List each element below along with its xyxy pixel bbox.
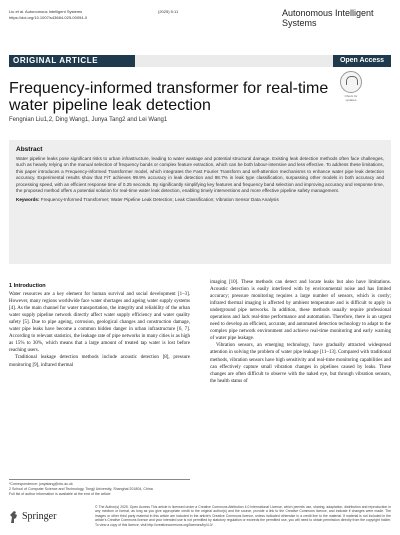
header-citation-block <box>9 9 87 21</box>
open-access-label: Open Access <box>333 55 391 67</box>
header-pages: (2025) 5:11 <box>158 9 179 14</box>
intro-paragraph-3: imaging [10]. These methods can detect and locate leaks but also have limitations. Acoustic detection is easily interfered with by environmental noise and has limited accuracy; pressure monitoring requires a large number of sensors, which is costly; infrared thermal imaging is affected by ambient temperature and is difficult to apply in underground pipe networks. In addition, these methods usually require professional operations and lack real-time performance and automation. Therefore, there is an urgent need to develop an efficient, accurate, and automated detection technology to adapt to the complex pipe network environment and achieve real-time monitoring and early warning of water pipe leakage. <box>210 280 391 342</box>
publisher-name: Springer <box>22 511 57 522</box>
keywords-label: Keywords: <box>16 197 40 203</box>
article-type-label: ORIGINAL ARTICLE <box>9 55 135 67</box>
header-doi-link[interactable]: https://doi.org/10.1007/s43684-025-00094-0 <box>9 15 88 20</box>
affiliation-note: 2 School of Computer Science and Technology, Tongji University, Shanghai 201804, China <box>9 487 153 491</box>
correspondence-note[interactable]: *Correspondence: junyatang@ntu.ac.uk <box>9 482 73 486</box>
abstract-heading: Abstract <box>16 146 43 153</box>
keywords-line <box>16 197 384 203</box>
intro-paragraph-1: Water resources are a key element for human survival and social development [1–3]. However, many regions worldwide face water shortages and ageing water supply systems [4]. As the main channel for water transportation, the integrity and reliability of the urban water supply pipeline network directly affect water supply efficiency and water quality safety [5]. Due to pipe ageing, corrosion, geological changes and construction damage, water pipe leaks have become a common hidden danger in urban infrastructure [6, 7]. According to relevant statistics, the leakage rate of pipe networks in many cities is as high as 15% to 30%, which means that a large amount of treated tap water is lost before reaching users. <box>9 292 190 354</box>
keywords-text: Frequency-Informed Transformer; Water Pipeline Leak Detection; Leak Classification; Vibration Sensor Data Analysis <box>40 197 279 203</box>
footnote-block <box>9 479 190 497</box>
check-for-updates-icon[interactable] <box>340 71 362 102</box>
abstract-text: Water pipeline leaks pose significant risks to urban infrastructure, leading to water wastage and potential structural damage. Existing leak detection methods often face challenges, such as heavily relying on the manual selection of frequency bands or complex feature extraction, which can be both labour-intensive and less effective. To address these limitations, this paper introduces a Frequency-informed Transformer model, which integrates the Fast Fourier Transform and self-attention mechanisms to enhance water pipe leak detection accuracy. Experimental results show that FiT achieves 99.9% accuracy in leak detection and 98.7% in leak type classification, surpassing other models in both accuracy and processing speed, with an efficient response time of 0.25 seconds. By significantly simplifying key features and frequency band selection and improving accuracy and response time, the proposed method offers a potential solution for real-time water leak detection, enabling timely interventions and more effective pipeline safety management. <box>16 156 384 194</box>
author-info-note: Full list of author information is available at the end of the article <box>9 492 111 496</box>
abstract-box <box>9 140 391 264</box>
intro-paragraph-2: Traditional leakage detection methods include acoustic detection [8], pressure monitoring [9], infrared thermal <box>9 355 190 368</box>
article-type-band <box>9 55 391 67</box>
author-list: Fengnian Liu1,2, Ding Wang1, Junya Tang2 and Lei Wang1 <box>9 117 168 123</box>
intro-paragraph-4: Vibration sensors, an emerging technology, have gradually attracted widespread attention in solving the problem of water pipe leakage [11–13]. Compared with traditional methods, vibration sensors have high sensitivity and real-time monitoring capabilities and can effectively capture small vibration changes in pipelines caused by leaks. These changes are often difficult to observe with the naked eye, but through vibration sensors, the health status of <box>210 343 391 384</box>
article-title: Frequency-informed transformer for real-time water pipeline leak detection <box>9 80 329 114</box>
springer-horse-icon <box>9 510 19 524</box>
header-citation: Liu et al. Autonomous Intelligent Systems <box>9 9 83 14</box>
journal-name: Autonomous Intelligent Systems <box>282 8 374 28</box>
left-column <box>9 283 190 369</box>
right-column <box>210 279 391 385</box>
license-text: © The Author(s) 2025. Open Access This article is licensed under a Creative Commons Attribution 4.0 International License, which permits use, sharing, adaptation, distribution and reproduction in any medium or format, as long as you give appropriate credit to the original author(s) and the source, provide a link to the Creative Commons licence, and indicate if changes were made. The images or other third party material in this article are included in the article's Creative Commons licence, unless indicated otherwise in a credit line to the material. If material is not included in the article's Creative Commons licence and your intended use is not permitted by statutory regulation or exceeds the permitted use, you will need to obtain permission directly from the copyright holder. To view a copy of this licence, visit http://creativecommons.org/licenses/by/4.0/. <box>95 505 391 527</box>
check-for-updates-label: Check for updates <box>344 94 358 102</box>
section-title: 1 Introduction <box>9 283 46 289</box>
publisher-logo <box>9 510 69 526</box>
